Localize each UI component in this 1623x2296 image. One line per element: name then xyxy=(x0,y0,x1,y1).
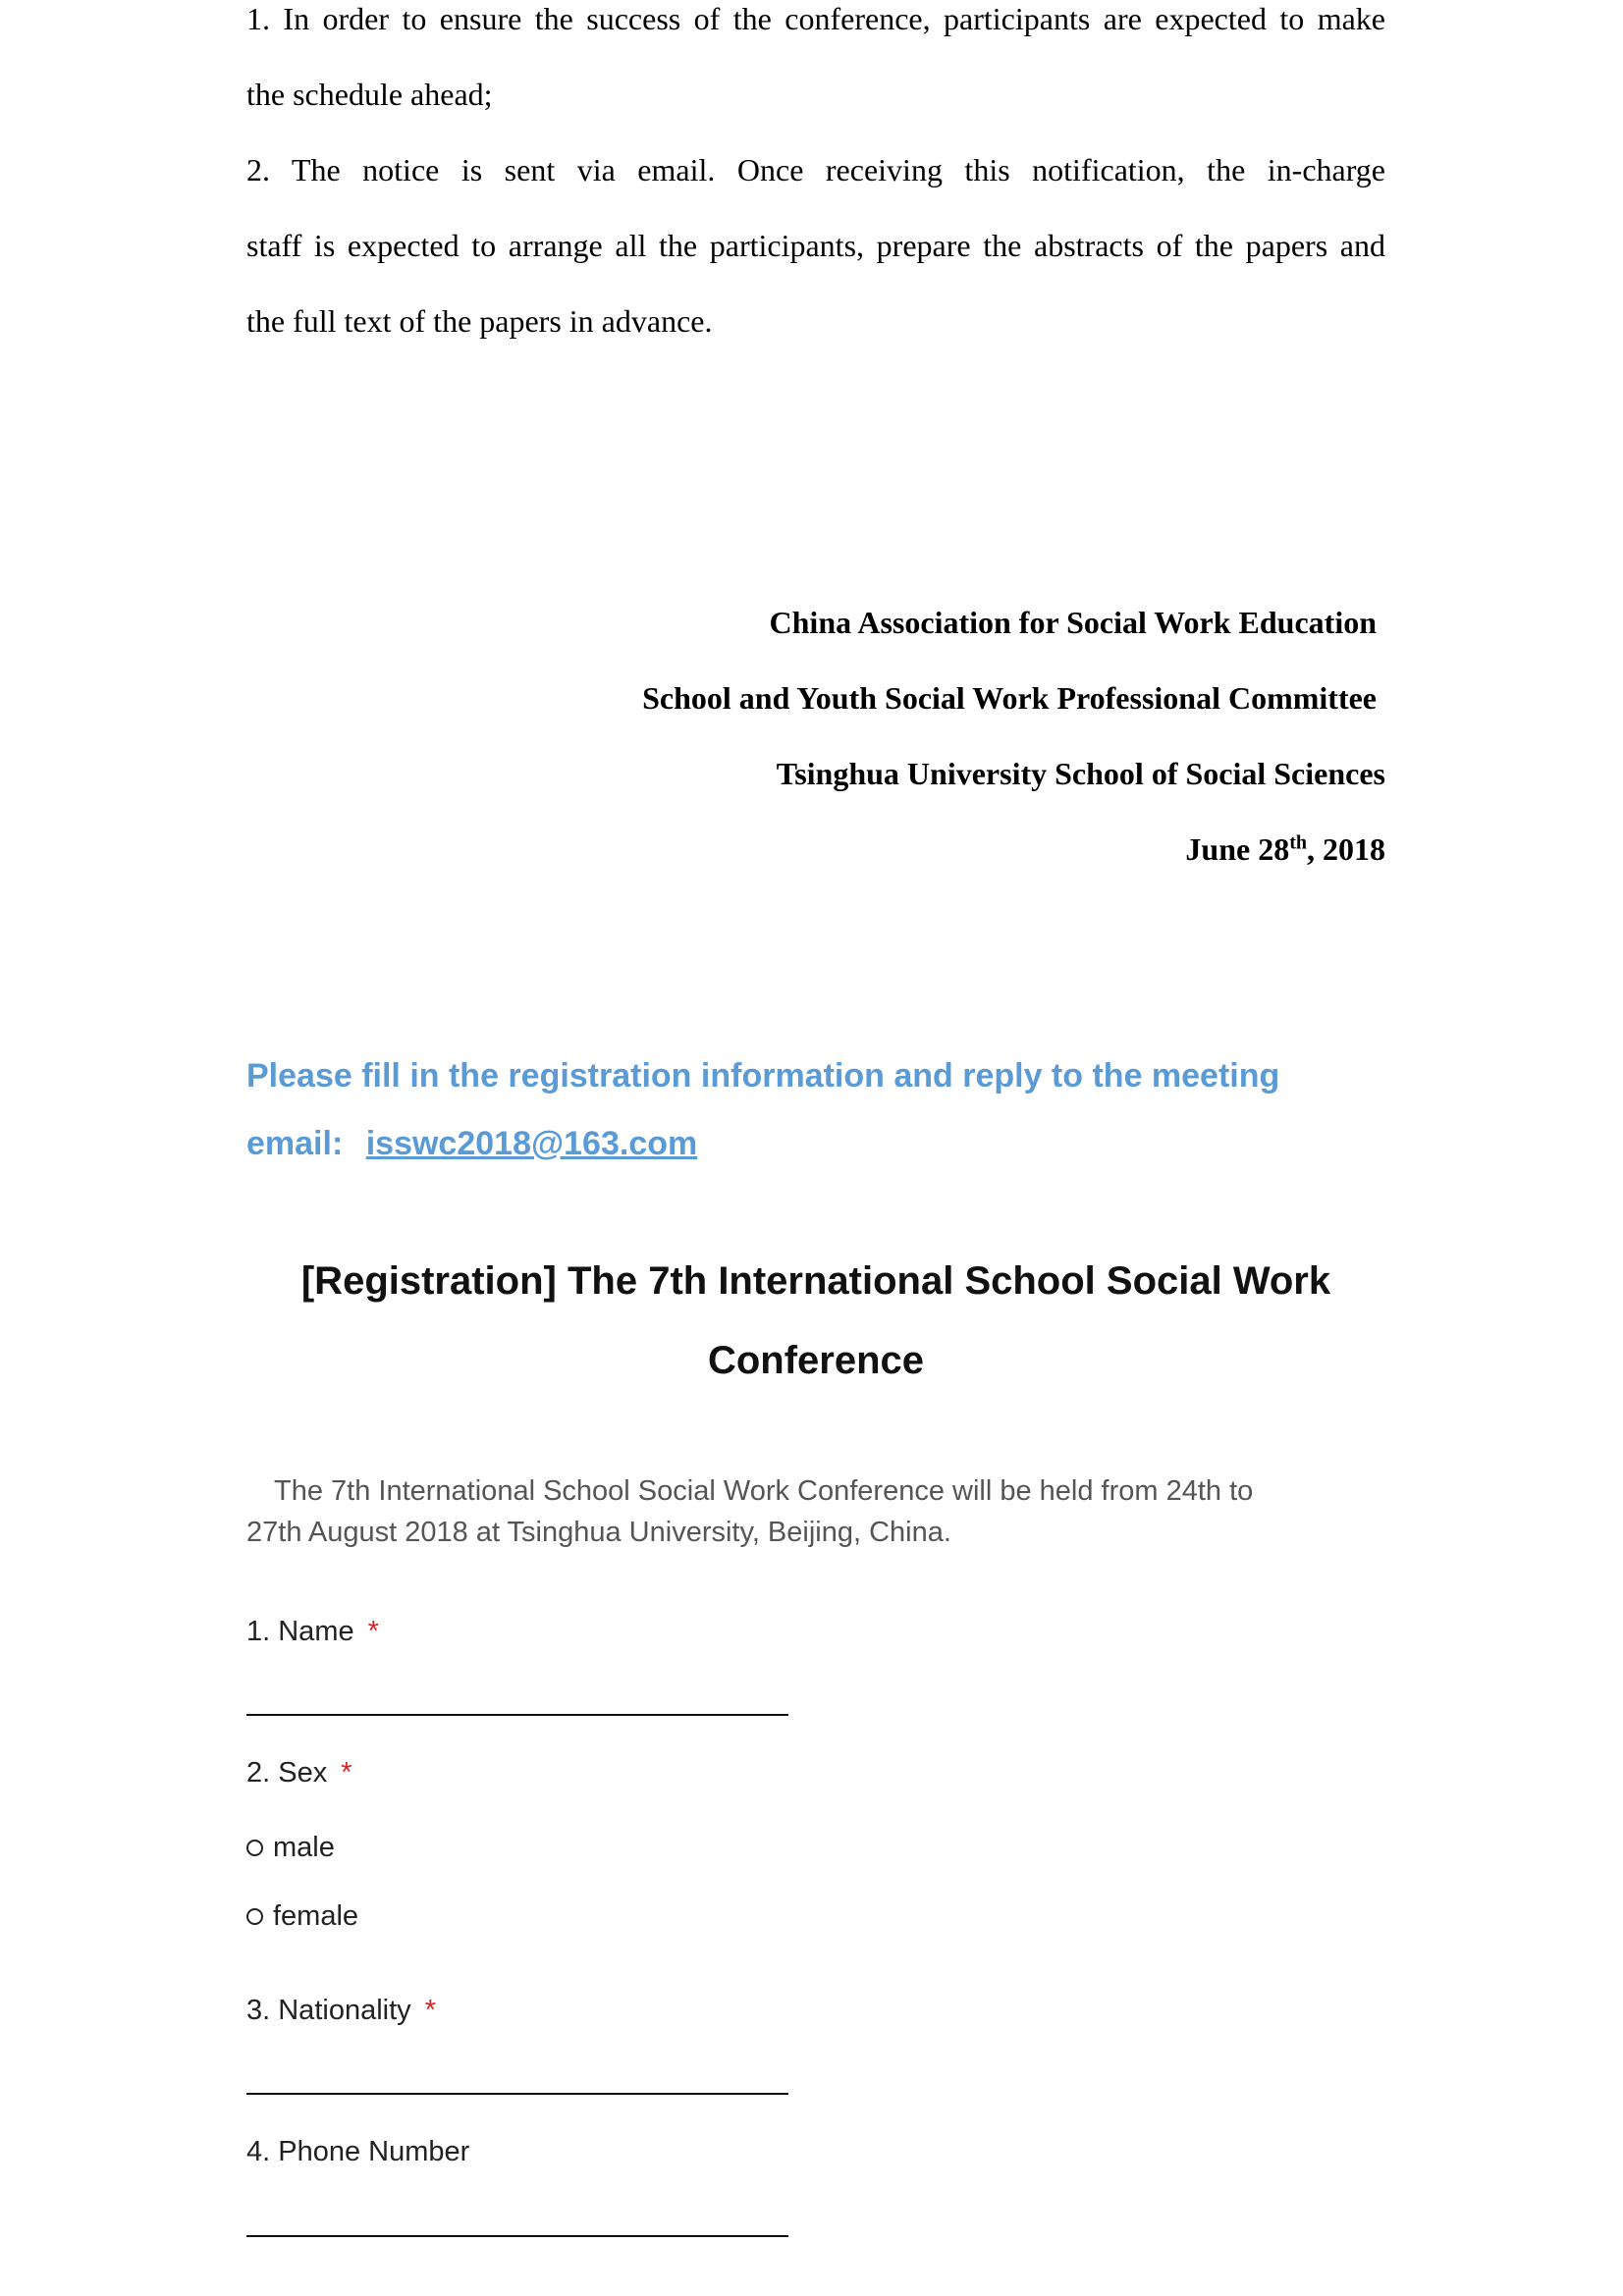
signature-org-1: China Association for Social Work Education xyxy=(769,605,1377,640)
note-item-2-line-3: the full text of the papers in advance. xyxy=(246,303,713,339)
question-name-text: 1. Name xyxy=(246,1616,354,1647)
radio-icon[interactable] xyxy=(246,1908,263,1925)
signature-date-prefix: June 28 xyxy=(1185,831,1290,867)
note-item-2 xyxy=(246,133,1385,359)
question-sex-label xyxy=(246,1757,352,1789)
registration-notice-line-1: Please fill in the registration information and reply to the meeting xyxy=(246,1057,1280,1095)
name-input-line[interactable] xyxy=(246,1714,788,1716)
note-item-2-line-1: 2. The notice is sent via email. Once receiving this notification, the in-charge xyxy=(246,152,1385,187)
email-link[interactable]: isswc2018@163.com xyxy=(365,1125,698,1162)
form-description-line-1: The 7th International School Social Work Conference will be held from 24th to xyxy=(274,1475,1254,1507)
signature-org-2: School and Youth Social Work Professional Committee xyxy=(642,680,1377,716)
question-sex-text: 2. Sex xyxy=(246,1757,328,1789)
sex-option-male-label: male xyxy=(273,1832,335,1863)
registration-notice-line-2 xyxy=(246,1125,697,1163)
radio-icon[interactable] xyxy=(246,1840,263,1856)
required-asterisk: * xyxy=(367,1616,379,1647)
signature-date-sup: th xyxy=(1289,831,1307,854)
required-asterisk: * xyxy=(424,1995,436,2026)
question-nationality-text: 3. Nationality xyxy=(246,1995,411,2026)
signature-date-suffix: , 2018 xyxy=(1307,831,1385,867)
note-item-1-line-2: the schedule ahead; xyxy=(246,77,493,112)
note-item-1 xyxy=(246,0,1385,133)
question-name-label xyxy=(246,1616,379,1648)
note-item-2-line-2: staff is expected to arrange all the participants, prepare the abstracts of the papers and xyxy=(246,228,1385,263)
required-asterisk: * xyxy=(341,1757,352,1789)
question-nationality-label xyxy=(246,1995,436,2027)
form-description-line-2: 27th August 2018 at Tsinghua University, Beijing, China. xyxy=(246,1517,951,1548)
sex-option-female[interactable] xyxy=(246,1900,358,1933)
question-phone-label: 4. Phone Number xyxy=(246,2136,470,2167)
note-item-1-line-1: 1. In order to ensure the success of the conference, participants are expected to make xyxy=(246,1,1385,36)
signature-date xyxy=(1185,831,1385,868)
sex-option-female-label: female xyxy=(273,1900,359,1932)
form-title-line-1: [Registration] The 7th International School Social Work xyxy=(300,1259,1331,1303)
nationality-input-line[interactable] xyxy=(246,2093,788,2095)
form-title-line-2: Conference xyxy=(707,1339,925,1382)
sex-option-male[interactable] xyxy=(246,1832,335,1864)
signature-org-3: Tsinghua University School of Social Sciences xyxy=(776,756,1385,791)
email-label: email: xyxy=(246,1125,344,1162)
form-description xyxy=(246,1470,1385,1553)
phone-input-line[interactable] xyxy=(246,2235,788,2237)
